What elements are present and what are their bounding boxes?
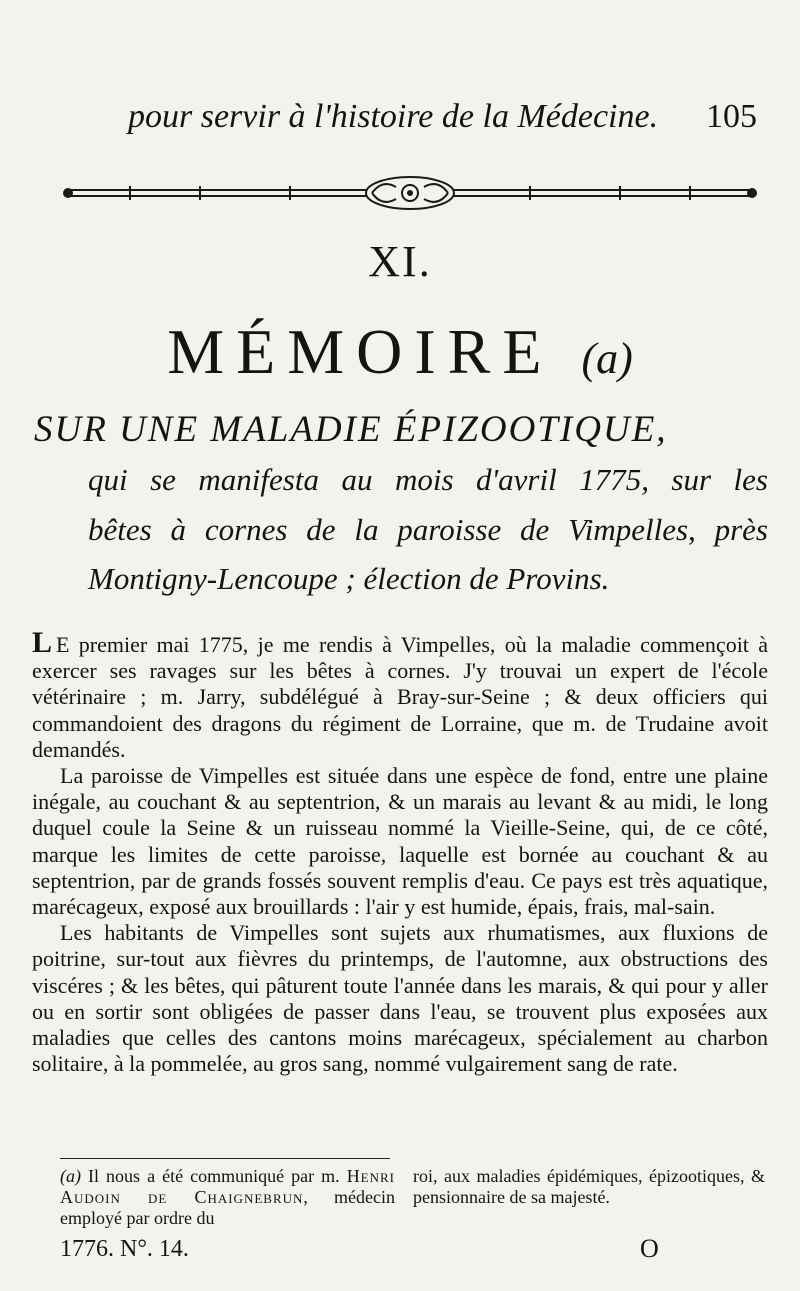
main-title <box>0 315 800 389</box>
description-line: Montigny-Lencoupe ; élection de Provins. <box>88 561 610 596</box>
page-header <box>0 98 800 148</box>
gathering-mark: O <box>640 1234 659 1263</box>
main-title-text: MÉMOIRE <box>167 316 554 387</box>
footnote-left-column <box>60 1166 395 1229</box>
section-number: XI. <box>368 237 432 286</box>
paragraph <box>32 626 768 763</box>
body-text <box>32 626 768 1077</box>
footnote-rule <box>60 1158 390 1159</box>
description-line: bêtes à cornes de la paroisse de Vimpelles, près <box>88 512 768 547</box>
footnote-mark: (a) <box>60 1166 81 1186</box>
printer-signature: 1776. N°. 14. <box>60 1236 189 1262</box>
footnote-author: Henri Audoin de Chaignebrun <box>60 1166 396 1207</box>
page-number: 105 <box>706 98 757 135</box>
drop-cap: L <box>32 626 53 659</box>
paragraph-text: E premier mai 1775, je me rendis à Vimpelles, où la maladie commençoit à exercer ses ravages sur les bêtes à cornes. J'y trouvai un expert de l'école vétérinaire ; m. Jarry, subdélégué à Bray-sur-Seine ; & deux officiers qui commandoient des dragons du régiment de Lorraine, que m. de Trudaine avoit demandés. <box>32 632 768 762</box>
footnote-text-tail: , médecin employé par ordre du <box>60 1187 395 1228</box>
subtitle: SUR UNE MALADIE ÉPIZOOTIQUE, <box>34 409 668 450</box>
footnote-text: Il nous a été communiqué par m. <box>88 1166 340 1186</box>
ornamental-rule <box>60 170 760 214</box>
description-line: qui se manifesta au mois d'avril 1775, sur les <box>88 462 768 497</box>
paragraph: Les habitants de Vimpelles sont sujets aux rhumatismes, aux fluxions de poitrine, sur-tout aux fièvres du printemps, de l'automne, aux obstructions des viscéres ; & les bêtes, qui pâturent toute l'année dans les marais, & qui pour y aller ou en sortir sont obligées de passer dans l'eau, se trouvent plus exposées aux maladies que celles des cantons moins marécageux, spécialement au charbon solitaire, à la pommelée, au gros sang, nommé vulgairement sang de rate. <box>32 920 768 1077</box>
footnote-right-column: roi, aux maladies épidémiques, épizootiques, & pensionnaire de sa majesté. <box>413 1166 765 1207</box>
running-title: pour servir à l'histoire de la Médecine. <box>128 98 659 135</box>
footnote-reference: (a) <box>581 334 633 383</box>
paragraph: La paroisse de Vimpelles est située dans une espèce de fond, entre une plaine inégale, au couchant & au septentrion, & un marais au levant & au midi, le long duquel coule la Seine & un ruisseau nommé la Vieille-Seine, qui, de ce côté, marque les limites de cette paroisse, laquelle est bornée au couchant & au septentrion, par de grands fossés souvent remplis d'eau. Ce pays est très aquatique, marécageux, exposé aux brouillards : l'air y est humide, épais, frais, mal-sain. <box>32 763 768 920</box>
